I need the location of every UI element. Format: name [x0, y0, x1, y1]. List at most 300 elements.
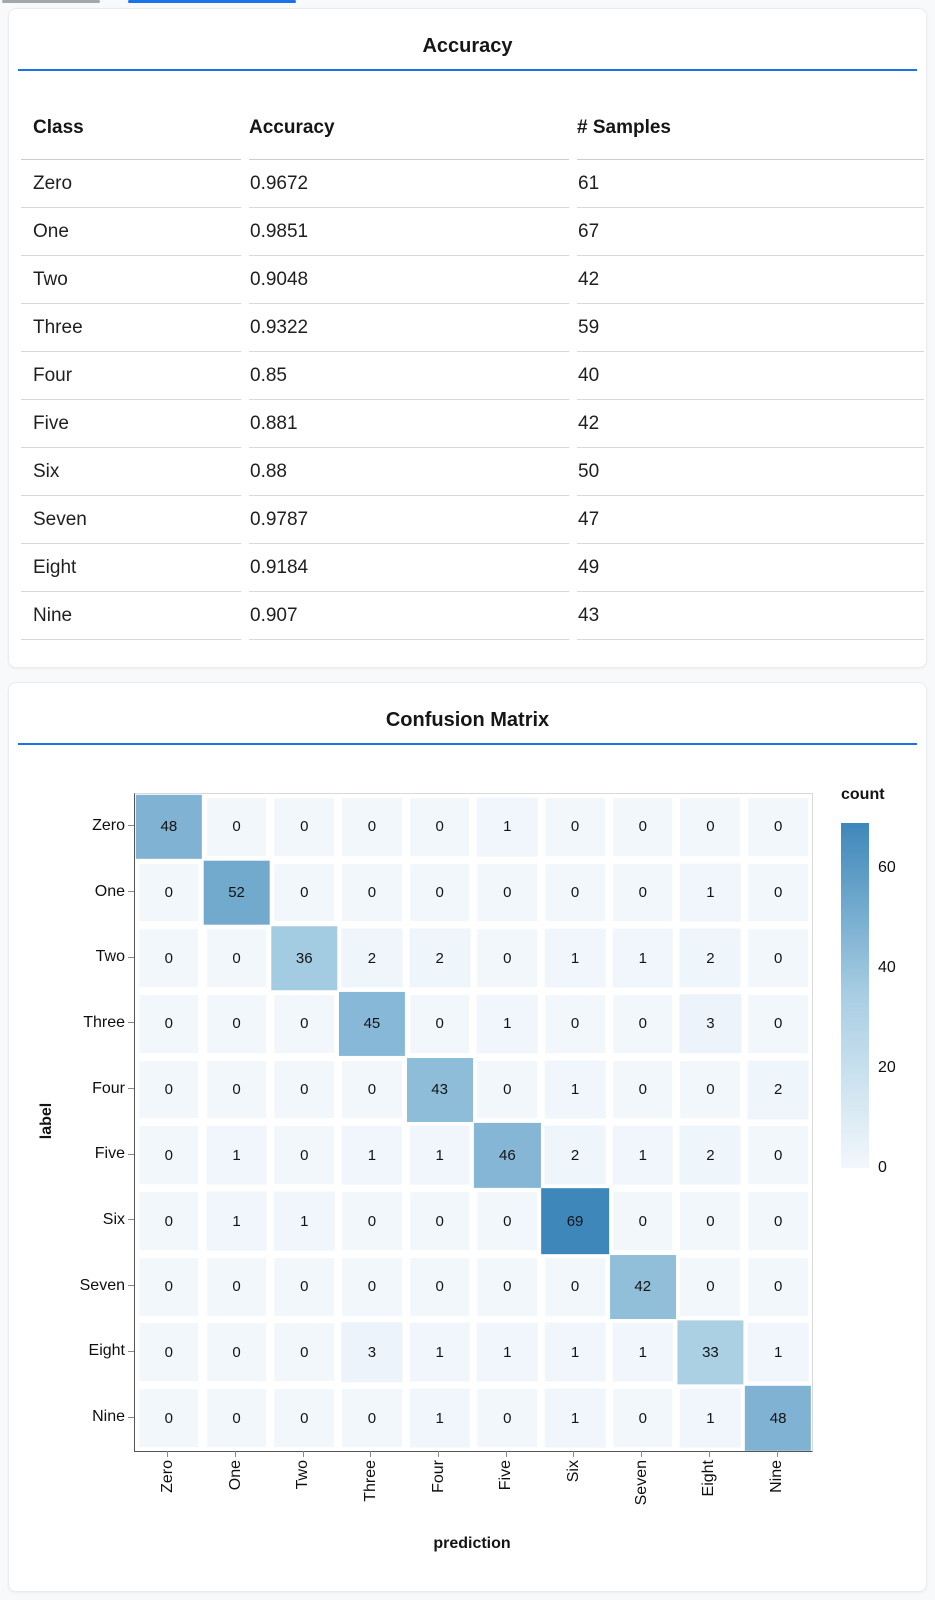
heatmap-cell-value: 0	[435, 818, 444, 836]
heatmap-cell	[270, 794, 338, 860]
heatmap-cell-value: 0	[638, 1015, 647, 1033]
heatmap-cell-value: 1	[570, 1409, 580, 1427]
table-cell: Two	[21, 256, 241, 304]
heatmap-cell	[406, 860, 474, 926]
y-axis-label-text: Two	[95, 948, 125, 966]
heatmap-cell-value: 0	[773, 884, 783, 902]
accuracy-card-title: Accuracy	[422, 35, 513, 57]
heatmap-cell-value: 0	[300, 1146, 309, 1164]
heatmap-cell	[406, 1320, 474, 1386]
heatmap-cell	[270, 1320, 338, 1386]
table-cell: 42	[577, 400, 924, 448]
heatmap-cell	[135, 1123, 203, 1189]
x-axis-label	[608, 1451, 676, 1505]
accuracy-table	[13, 93, 927, 640]
heatmap-cell-value: 0	[300, 1278, 309, 1296]
heatmap-cell-value: 1	[570, 949, 580, 967]
tab-underline-inactive[interactable]	[2, 0, 100, 3]
heatmap-cell	[135, 1320, 203, 1386]
heatmap-cell	[744, 794, 812, 860]
heatmap-cell-value: 69	[566, 1212, 584, 1230]
heatmap-cell-value: 0	[638, 818, 647, 836]
heatmap-cell	[338, 860, 406, 926]
heatmap-cell	[270, 925, 338, 991]
x-axis-label-text: Zero	[158, 1460, 176, 1493]
heatmap-cell	[270, 1385, 338, 1451]
table-cell: 59	[577, 304, 924, 352]
heatmap-cell	[135, 860, 203, 926]
y-axis-label-text: Nine	[92, 1408, 125, 1426]
heatmap-cell	[744, 1188, 812, 1254]
y-axis-label-text: Eight	[88, 1342, 125, 1360]
heatmap-cell-value: 1	[706, 884, 715, 902]
legend-tick-label: 0	[878, 1159, 887, 1176]
heatmap-cell-value: 2	[570, 1146, 580, 1164]
y-axis-label-text: Five	[94, 1145, 125, 1163]
y-axis-label	[9, 1253, 134, 1319]
x-axis-label	[134, 1451, 202, 1505]
heatmap-cell	[541, 1188, 609, 1254]
heatmap-cell	[744, 1254, 812, 1320]
heatmap-cell	[270, 1123, 338, 1189]
heatmap-cell-value: 0	[232, 1015, 241, 1033]
heatmap-plot-area	[134, 793, 813, 1452]
heatmap-cell	[270, 1188, 338, 1254]
heatmap-cell-value: 0	[706, 1278, 715, 1296]
heatmap-cell	[474, 794, 542, 860]
heatmap-cell-value: 0	[232, 1081, 241, 1099]
heatmap-cell	[338, 1123, 406, 1189]
heatmap-cell-value: 0	[503, 884, 512, 902]
heatmap-cell-value: 0	[232, 949, 241, 967]
heatmap-cell-value: 0	[164, 1146, 174, 1164]
y-axis-label	[9, 990, 134, 1056]
confusion-matrix-card	[8, 682, 927, 1592]
table-row	[21, 304, 924, 352]
heatmap-cell	[474, 1320, 542, 1386]
heatmap-cell	[474, 860, 542, 926]
y-axis-label	[9, 924, 134, 990]
heatmap-cell-value: 0	[164, 884, 174, 902]
accuracy-card	[8, 8, 927, 668]
heatmap-cell-value: 0	[773, 818, 783, 836]
heatmap-cell-value: 3	[706, 1015, 715, 1033]
table-cell: Six	[21, 448, 241, 496]
heatmap-cell	[541, 1254, 609, 1320]
x-axis-label-text: Two	[294, 1460, 312, 1490]
y-axis-label-text: Seven	[79, 1276, 125, 1294]
legend-tick-label: 40	[878, 959, 896, 976]
table-row	[21, 256, 924, 304]
heatmap-cell-value: 0	[773, 1146, 783, 1164]
heatmap-cell-value: 0	[570, 818, 580, 836]
table-cell: Nine	[21, 592, 241, 640]
table-row	[21, 448, 924, 496]
y-axis-labels	[9, 793, 134, 1450]
table-row	[21, 352, 924, 400]
y-axis-label-text: Four	[92, 1079, 125, 1097]
x-axis-label-text: Four	[429, 1460, 447, 1493]
heatmap-cell-value: 0	[773, 1015, 783, 1033]
heatmap-cell	[474, 925, 542, 991]
x-axis-tick	[777, 1451, 778, 1457]
y-axis-label	[9, 1056, 134, 1122]
heatmap-cell	[609, 1057, 677, 1123]
x-axis-label	[472, 1451, 540, 1505]
heatmap-cell-value: 48	[769, 1409, 787, 1427]
heatmap-cell	[203, 1254, 271, 1320]
table-row	[21, 208, 924, 256]
heatmap-cell	[270, 860, 338, 926]
confusion-matrix-chart	[9, 749, 927, 1592]
table-cell: 42	[577, 256, 924, 304]
heatmap-cell-value: 3	[367, 1343, 377, 1361]
heatmap-cell-value: 0	[232, 818, 241, 836]
table-cell: 49	[577, 544, 924, 592]
heatmap-cell-value: 0	[164, 1212, 174, 1230]
heatmap-cell-value: 1	[570, 1343, 580, 1361]
y-axis-label	[9, 1319, 134, 1385]
table-cell: Four	[21, 352, 241, 400]
heatmap-cell	[677, 991, 745, 1057]
heatmap-cell-value: 43	[431, 1081, 448, 1099]
heatmap-cell-value: 1	[570, 1081, 580, 1099]
heatmap-cell	[541, 794, 609, 860]
heatmap-cell	[203, 860, 271, 926]
heatmap-cell	[677, 794, 745, 860]
heatmap-cell	[203, 1320, 271, 1386]
heatmap-cell	[338, 1188, 406, 1254]
x-axis-label	[743, 1451, 811, 1505]
table-cell: 0.9851	[249, 208, 569, 256]
table-cell: One	[21, 208, 241, 256]
heatmap-cell-value: 0	[773, 1278, 783, 1296]
heatmap-cell	[203, 794, 271, 860]
x-axis-label-text: Three	[361, 1460, 379, 1502]
heatmap-cell	[541, 1320, 609, 1386]
x-axis-tick	[573, 1451, 574, 1457]
confusion-title-divider	[18, 743, 917, 745]
y-axis-label	[9, 1384, 134, 1450]
heatmap-cell	[135, 1254, 203, 1320]
x-axis-tick	[370, 1451, 371, 1457]
heatmap-cell-value: 0	[773, 1212, 783, 1230]
heatmap-cell	[744, 1385, 812, 1451]
x-axis-tick	[167, 1451, 168, 1457]
heatmap-cell	[609, 1254, 677, 1320]
heatmap-cell-value: 1	[638, 949, 647, 967]
heatmap-cell	[338, 1057, 406, 1123]
heatmap-cell-value: 0	[300, 1081, 309, 1099]
table-cell: 67	[577, 208, 924, 256]
x-axis-label-text: Eight	[700, 1460, 718, 1497]
heatmap-cell-value: 1	[300, 1212, 309, 1230]
heatmap-cell	[135, 1188, 203, 1254]
table-row	[21, 400, 924, 448]
heatmap-cell	[609, 860, 677, 926]
heatmap-cell-value: 1	[435, 1409, 444, 1427]
x-axis-labels	[134, 1451, 811, 1505]
heatmap-cell-value: 0	[367, 1409, 377, 1427]
heatmap-cell	[541, 991, 609, 1057]
heatmap-cell-value: 0	[638, 1081, 647, 1099]
heatmap-cell-value: 1	[503, 1343, 512, 1361]
heatmap-cell-value: 0	[367, 1278, 377, 1296]
heatmap-cell	[338, 925, 406, 991]
x-axis-tick	[438, 1451, 439, 1457]
heatmap-cell-value: 2	[773, 1081, 783, 1099]
heatmap-cell-value: 42	[634, 1278, 652, 1296]
heatmap-cell	[203, 1385, 271, 1451]
table-cell: Eight	[21, 544, 241, 592]
heatmap-cell-value: 0	[570, 884, 580, 902]
heatmap-cell	[203, 1123, 271, 1189]
y-axis-label	[9, 1121, 134, 1187]
y-axis-label	[9, 1187, 134, 1253]
table-cell: 0.9322	[249, 304, 569, 352]
heatmap-cell-value: 36	[295, 949, 313, 967]
table-cell: 61	[577, 160, 924, 208]
heatmap-cell	[677, 1385, 745, 1451]
heatmap-cell	[744, 991, 812, 1057]
y-axis-title: label	[38, 1102, 55, 1140]
heatmap-cell	[744, 1123, 812, 1189]
heatmap-cell	[406, 1254, 474, 1320]
table-cell: 50	[577, 448, 924, 496]
table-cell: 0.9048	[249, 256, 569, 304]
heatmap-cell	[677, 1188, 745, 1254]
heatmap-cell	[406, 1385, 474, 1451]
heatmap-cell	[744, 925, 812, 991]
heatmap-cell	[609, 1320, 677, 1386]
heatmap-cell	[609, 1123, 677, 1189]
table-row	[21, 160, 924, 208]
heatmap-cell-value: 48	[160, 818, 178, 836]
x-axis-tick	[709, 1451, 710, 1457]
table-cell: 43	[577, 592, 924, 640]
heatmap-cell-value: 0	[367, 884, 377, 902]
x-axis-label	[405, 1451, 473, 1505]
heatmap-cell-value: 1	[706, 1409, 715, 1427]
heatmap-cell-value: 0	[638, 1409, 647, 1427]
x-axis-tick	[303, 1451, 304, 1457]
heatmap-cell	[406, 925, 474, 991]
heatmap-cell	[406, 794, 474, 860]
heatmap-cell-value: 0	[164, 1409, 174, 1427]
y-axis-label	[9, 793, 134, 859]
y-axis-label-text: Zero	[92, 816, 125, 834]
heatmap-cell	[609, 1385, 677, 1451]
table-cell: Five	[21, 400, 241, 448]
heatmap-cell	[744, 1057, 812, 1123]
x-axis-tick	[506, 1451, 507, 1457]
x-axis-label	[202, 1451, 270, 1505]
x-axis-label	[269, 1451, 337, 1505]
heatmap-cell	[474, 991, 542, 1057]
heatmap-cell	[135, 794, 203, 860]
table-cell: 0.881	[249, 400, 569, 448]
heatmap-cell	[677, 1123, 745, 1189]
column-header-class: Class	[21, 93, 241, 160]
table-cell: Seven	[21, 496, 241, 544]
heatmap-cell	[609, 991, 677, 1057]
heatmap-cell-value: 0	[706, 1212, 715, 1230]
heatmap-cell	[677, 925, 745, 991]
heatmap-cell-value: 2	[706, 949, 715, 967]
heatmap-cell-value: 1	[367, 1146, 377, 1164]
heatmap-cell-value: 0	[300, 884, 309, 902]
heatmap-cell-value: 0	[435, 1278, 444, 1296]
y-axis-label-text: One	[94, 882, 125, 900]
heatmap-cell-value: 0	[570, 1015, 580, 1033]
column-header-samples: # Samples	[577, 93, 924, 160]
x-axis-label-text: Five	[497, 1460, 515, 1491]
x-axis-label-text: Nine	[768, 1460, 786, 1493]
heatmap-cell	[677, 1057, 745, 1123]
heatmap-cell-value: 0	[367, 818, 377, 836]
heatmap-cell	[270, 991, 338, 1057]
heatmap-cell-value: 0	[503, 1278, 512, 1296]
table-cell: Three	[21, 304, 241, 352]
heatmap-cell	[338, 1385, 406, 1451]
heatmap-cell-value: 1	[435, 1146, 444, 1164]
x-axis-tick	[641, 1451, 642, 1457]
heatmap-cell-value: 0	[367, 1212, 377, 1230]
x-axis-label-text: One	[226, 1460, 244, 1491]
heatmap-cell	[474, 1123, 542, 1189]
heatmap-cell	[135, 1385, 203, 1451]
heatmap-cell-value: 52	[228, 884, 245, 902]
accuracy-table-body	[21, 160, 924, 640]
heatmap-cell-value: 2	[435, 949, 444, 967]
heatmap-cell	[203, 1057, 271, 1123]
heatmap-cell	[135, 1057, 203, 1123]
heatmap-cell	[338, 991, 406, 1057]
heatmap-cell	[203, 991, 271, 1057]
heatmap-cell	[541, 860, 609, 926]
tab-underline-active[interactable]	[128, 0, 296, 3]
heatmap-cell	[135, 991, 203, 1057]
heatmap-cell-value: 0	[503, 949, 512, 967]
table-cell: 0.9787	[249, 496, 569, 544]
heatmap-cell-value: 1	[503, 1015, 512, 1033]
table-cell: 0.9184	[249, 544, 569, 592]
heatmap-cell-value: 1	[503, 818, 512, 836]
heatmap-cell-value: 45	[363, 1015, 381, 1033]
column-header-accuracy: Accuracy	[249, 93, 569, 160]
heatmap-cell	[270, 1057, 338, 1123]
heatmap-cell	[677, 1254, 745, 1320]
x-axis-label-text: Seven	[632, 1460, 650, 1506]
heatmap-cell-value: 0	[164, 949, 174, 967]
legend-tick-label: 20	[878, 1059, 896, 1076]
heatmap-cell-value: 0	[706, 818, 715, 836]
heatmap-cell	[203, 925, 271, 991]
heatmap-cell	[406, 1123, 474, 1189]
y-axis-label	[9, 859, 134, 925]
table-cell: 0.88	[249, 448, 569, 496]
heatmap-cell-value: 0	[773, 949, 783, 967]
heatmap-cell-value: 0	[164, 1081, 174, 1099]
heatmap-cell	[474, 1188, 542, 1254]
heatmap-cell-value: 0	[638, 884, 647, 902]
heatmap-cell	[135, 925, 203, 991]
table-cell: 0.9672	[249, 160, 569, 208]
y-axis-label-text: Six	[102, 1210, 125, 1228]
heatmap-cell-value: 0	[570, 1278, 580, 1296]
table-cell: 0.907	[249, 592, 569, 640]
heatmap-cell-value: 0	[367, 1081, 377, 1099]
heatmap-cell-value: 0	[300, 818, 309, 836]
heatmap-cell	[406, 1188, 474, 1254]
heatmap-cell-value: 46	[499, 1146, 516, 1164]
heatmap-cell	[609, 794, 677, 860]
table-row	[21, 544, 924, 592]
heatmap-cell	[541, 925, 609, 991]
heatmap-cell	[541, 1057, 609, 1123]
accuracy-title-divider	[18, 69, 917, 71]
heatmap-cell	[744, 1320, 812, 1386]
heatmap-cell-value: 0	[638, 1212, 647, 1230]
accuracy-table-header-row	[21, 93, 924, 160]
confusion-matrix-card-title: Confusion Matrix	[385, 709, 550, 731]
table-row	[21, 592, 924, 640]
heatmap-cell	[474, 1254, 542, 1320]
heatmap-cell-value: 2	[367, 949, 377, 967]
heatmap-cell-value: 1	[232, 1146, 241, 1164]
heatmap-cell-value: 1	[435, 1343, 444, 1361]
heatmap-cell	[406, 991, 474, 1057]
heatmap-cell	[338, 1320, 406, 1386]
table-cell: 40	[577, 352, 924, 400]
heatmap-cell-value: 0	[232, 1278, 241, 1296]
heatmap-cell	[270, 1254, 338, 1320]
x-axis-label	[337, 1451, 405, 1505]
x-axis-label-text: Six	[564, 1460, 582, 1483]
heatmap-cell-value: 0	[232, 1343, 241, 1361]
heatmap-cell-value: 0	[164, 1015, 174, 1033]
x-axis-label	[676, 1451, 744, 1505]
heatmap-cell	[406, 1057, 474, 1123]
heatmap-cell-value: 1	[638, 1146, 647, 1164]
heatmap-cell	[474, 1385, 542, 1451]
heatmap-cell	[609, 925, 677, 991]
x-axis-title: prediction	[433, 1535, 511, 1552]
heatmap-cell-value: 1	[232, 1212, 241, 1230]
heatmap-cell-value: 0	[503, 1212, 512, 1230]
heatmap-cell	[203, 1188, 271, 1254]
heatmap-cell-value: 0	[232, 1409, 241, 1427]
table-row	[21, 496, 924, 544]
heatmap-cell-value: 0	[503, 1081, 512, 1099]
table-cell: 47	[577, 496, 924, 544]
x-axis-label	[540, 1451, 608, 1505]
heatmap-cell	[677, 1320, 745, 1386]
heatmap-cell	[744, 860, 812, 926]
heatmap-cell	[338, 794, 406, 860]
heatmap-cell-value: 0	[435, 884, 444, 902]
y-axis-label-text: Three	[83, 1013, 125, 1031]
legend-gradient-bar	[841, 823, 869, 1168]
x-axis-tick	[235, 1451, 236, 1457]
heatmap-cell-value: 0	[435, 1015, 444, 1033]
heatmap-cell-value: 0	[300, 1343, 309, 1361]
table-cell: 0.85	[249, 352, 569, 400]
heatmap-cell	[338, 1254, 406, 1320]
heatmap-cell-value: 0	[300, 1409, 309, 1427]
heatmap-cell-value: 0	[435, 1212, 444, 1230]
heatmap-cell-value: 0	[503, 1409, 512, 1427]
